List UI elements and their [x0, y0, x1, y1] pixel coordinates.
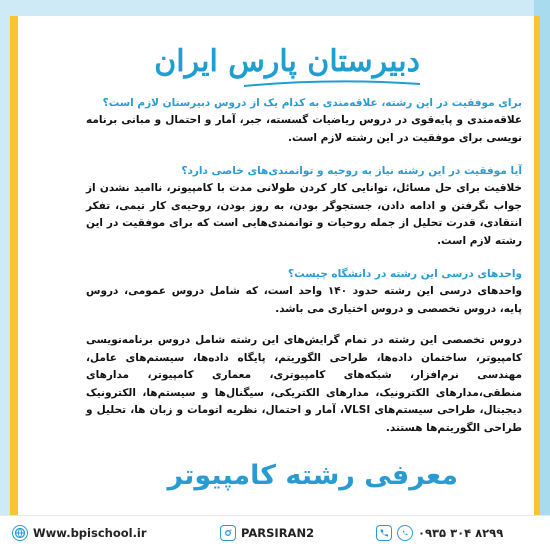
school-logo: دبیرستان پارس ایران — [154, 44, 420, 79]
question-1: برای موفقیت در این رشته، علاقه‌مندی به کدام یک از دروس دبیرستان لازم است؟ — [102, 97, 522, 109]
frame-left-stripe — [10, 16, 18, 515]
answer-2: خلاقیت برای حل مسائل، توانایی کار کردن طولانی مدت با کامپیوتر، ناامید نشدن از جواب نگرفتن و ادامه دادن، جستجوگر بودن، به روز بودن، روحیه‌ی کار تیمی، تفکر انتقادی، قدرت تحلیل از جمله روحیات و توانمندی‌هایی است که برای موفقیت در این رشته لازم است. — [86, 182, 522, 247]
whatsapp-icon — [397, 525, 413, 541]
answer-3-part-2: دروس تخصصی این رشته در تمام گرایش‌های این رشته شامل دروس برنامه‌نویسی کامپیوتر، ساختمان داده‌ها، طراحی الگوریتم، پایگاه داده‌ها، سیستم‌های عامل، مهندسی نرم‌افزار، شبکه‌های کامپیوتری، معماری کامپیوتر، مدارهای منطقی،مدارهای الکترونیک، مدارهای الکتریکی، سیگنال‌ها و سیستم‌ها، الکترونیک دیجیتال، طراحی سیستم‌های VLSI، آمار و احتمال، نظریه اتومات و زبان ها، تحلیل و طراحی الگوریتم‌ها هستند. — [86, 334, 522, 434]
phone-contact[interactable] — [376, 524, 503, 542]
frame-top — [0, 0, 550, 16]
website-contact[interactable] — [12, 524, 147, 542]
question-2: آیا موفقیت در این رشته نیاز به روحیه و توانمندی‌های خاصی دارد؟ — [181, 165, 522, 177]
page-title: معرفی رشته کامپیوتر — [167, 460, 458, 491]
phone-text[interactable]: ۰۹۳۵ ۳۰۴ ۸۲۹۹ — [418, 526, 504, 540]
website-text[interactable]: Www.bpischool.ir — [33, 526, 147, 540]
frame-right-stripe — [534, 16, 540, 515]
answer-3: واحدهای درسی این رشته حدود ۱۴۰ واحد است، که شامل دروس عمومی، دروس پایه، دروس تخصصی و دروس اختیاری می باشد. — [86, 285, 523, 315]
question-3: واحدهای درسی این رشته در دانشگاه چیست؟ — [288, 268, 522, 280]
instagram-icon — [220, 525, 236, 541]
logo-swoosh — [242, 80, 422, 88]
answer-1: علاقه‌مندی و پایه‌قوی در دروس ریاضیات گسسته، جبر، آمار و احتمال و مبانی برنامه نویسی برای موفقیت در این رشته لازم است. — [86, 114, 522, 144]
article-body — [86, 96, 522, 437]
instagram-text[interactable]: PARSIRAN2 — [241, 526, 315, 540]
globe-icon — [12, 525, 28, 541]
instagram-contact[interactable] — [220, 524, 314, 542]
phone-icon — [376, 525, 392, 541]
